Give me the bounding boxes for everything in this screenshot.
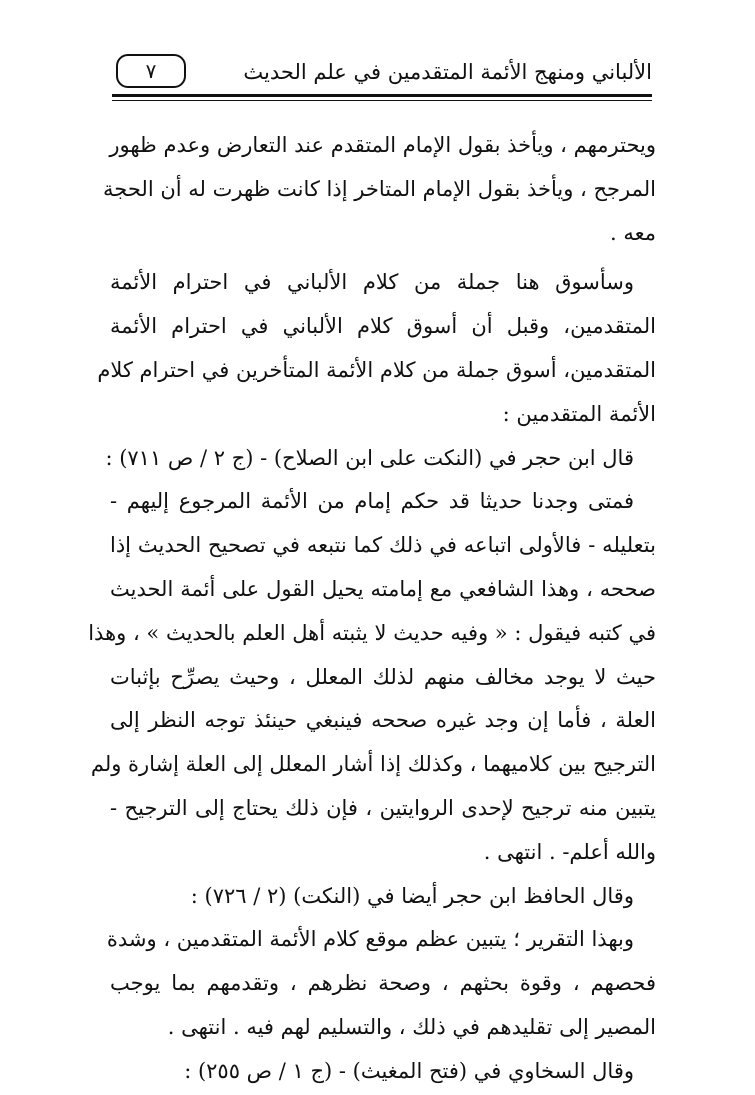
running-title: الألباني ومنهج الأئمة المتقدمين في علم الحديث bbox=[243, 60, 652, 84]
body-text bbox=[88, 124, 656, 1094]
text-line: المتقدمين، أسوق جملة من كلام الأئمة المتأخرين في احترام كلام bbox=[97, 357, 656, 382]
text-line: صححه ، وهذا الشافعي مع إمامته يحيل القول على أئمة الحديث bbox=[110, 576, 656, 601]
text-line: الأئمة المتقدمين : bbox=[502, 401, 656, 426]
text-line: الترجيح بين كلاميهما ، وكذلك إذا أشار المعلل إلى العلة إشارة ولم bbox=[90, 752, 656, 777]
text-line: فمتى وجدنا حديثا قد حكم إمام من الأئمة المرجوع إليهم - bbox=[110, 489, 634, 514]
page-number: ٧ bbox=[116, 54, 186, 88]
text-line: معه . bbox=[610, 220, 656, 245]
citation-line: وقال الحافظ ابن حجر أيضا في (النكت) (٢ / ٧٢٦) : bbox=[190, 883, 634, 908]
citation-line: وقال السخاوي في (فتح المغيث) - (ج ١ / ص ٢٥٥) : bbox=[184, 1058, 634, 1083]
text-line: وبهذا التقرير ؛ يتبين عظم موقع كلام الأئمة المتقدمين ، وشدة bbox=[106, 927, 634, 952]
text-line: المتقدمين، وقبل أن أسوق كلام الألباني في احترام الأئمة bbox=[110, 314, 656, 339]
page-header bbox=[112, 50, 652, 100]
text-line: المرجح ، ويأخذ بقول الإمام المتاخر إذا كانت ظهرت له أن الحجة bbox=[103, 176, 656, 201]
header-rule bbox=[112, 94, 652, 97]
text-line: فحصهم ، وقوة بحثهم ، وصحة نظرهم ، وتقدمهم بما يوجب bbox=[110, 971, 656, 996]
citation-line: قال ابن حجر في (النكت على ابن الصلاح) - (ج ٢ / ص ٧١١) : bbox=[105, 445, 634, 470]
text-line: العلة ، فأما إن وجد غيره صححه فينبغي حينئذ توجه النظر إلى bbox=[110, 708, 656, 733]
text-line: والله أعلم- . انتهى . bbox=[483, 839, 656, 864]
text-line: يتبين منه ترجيح لإحدى الروايتين ، فإن ذلك يحتاج إلى الترجيح - bbox=[110, 795, 656, 820]
text-line: بتعليله - فالأولى اتباعه في ذلك كما نتبعه في تصحيح الحديث إذا bbox=[110, 533, 656, 558]
text-line: حيث لا يوجد مخالف منهم لذلك المعلل ، وحيث يصرِّح بإثبات bbox=[110, 664, 656, 689]
text-line: في كتبه فيقول : « وفيه حديث لا يثبته أهل العلم بالحديث » ، وهذا bbox=[88, 620, 656, 645]
header-rule-thin bbox=[112, 100, 652, 101]
text-line: المصير إلى تقليدهم في ذلك ، والتسليم لهم فيه . انتهى . bbox=[167, 1014, 656, 1039]
text-line: وسأسوق هنا جملة من كلام الألباني في احترام الأئمة bbox=[110, 270, 634, 295]
text-line: ويحترمهم ، ويأخذ بقول الإمام المتقدم عند التعارض وعدم ظهور bbox=[109, 133, 656, 157]
